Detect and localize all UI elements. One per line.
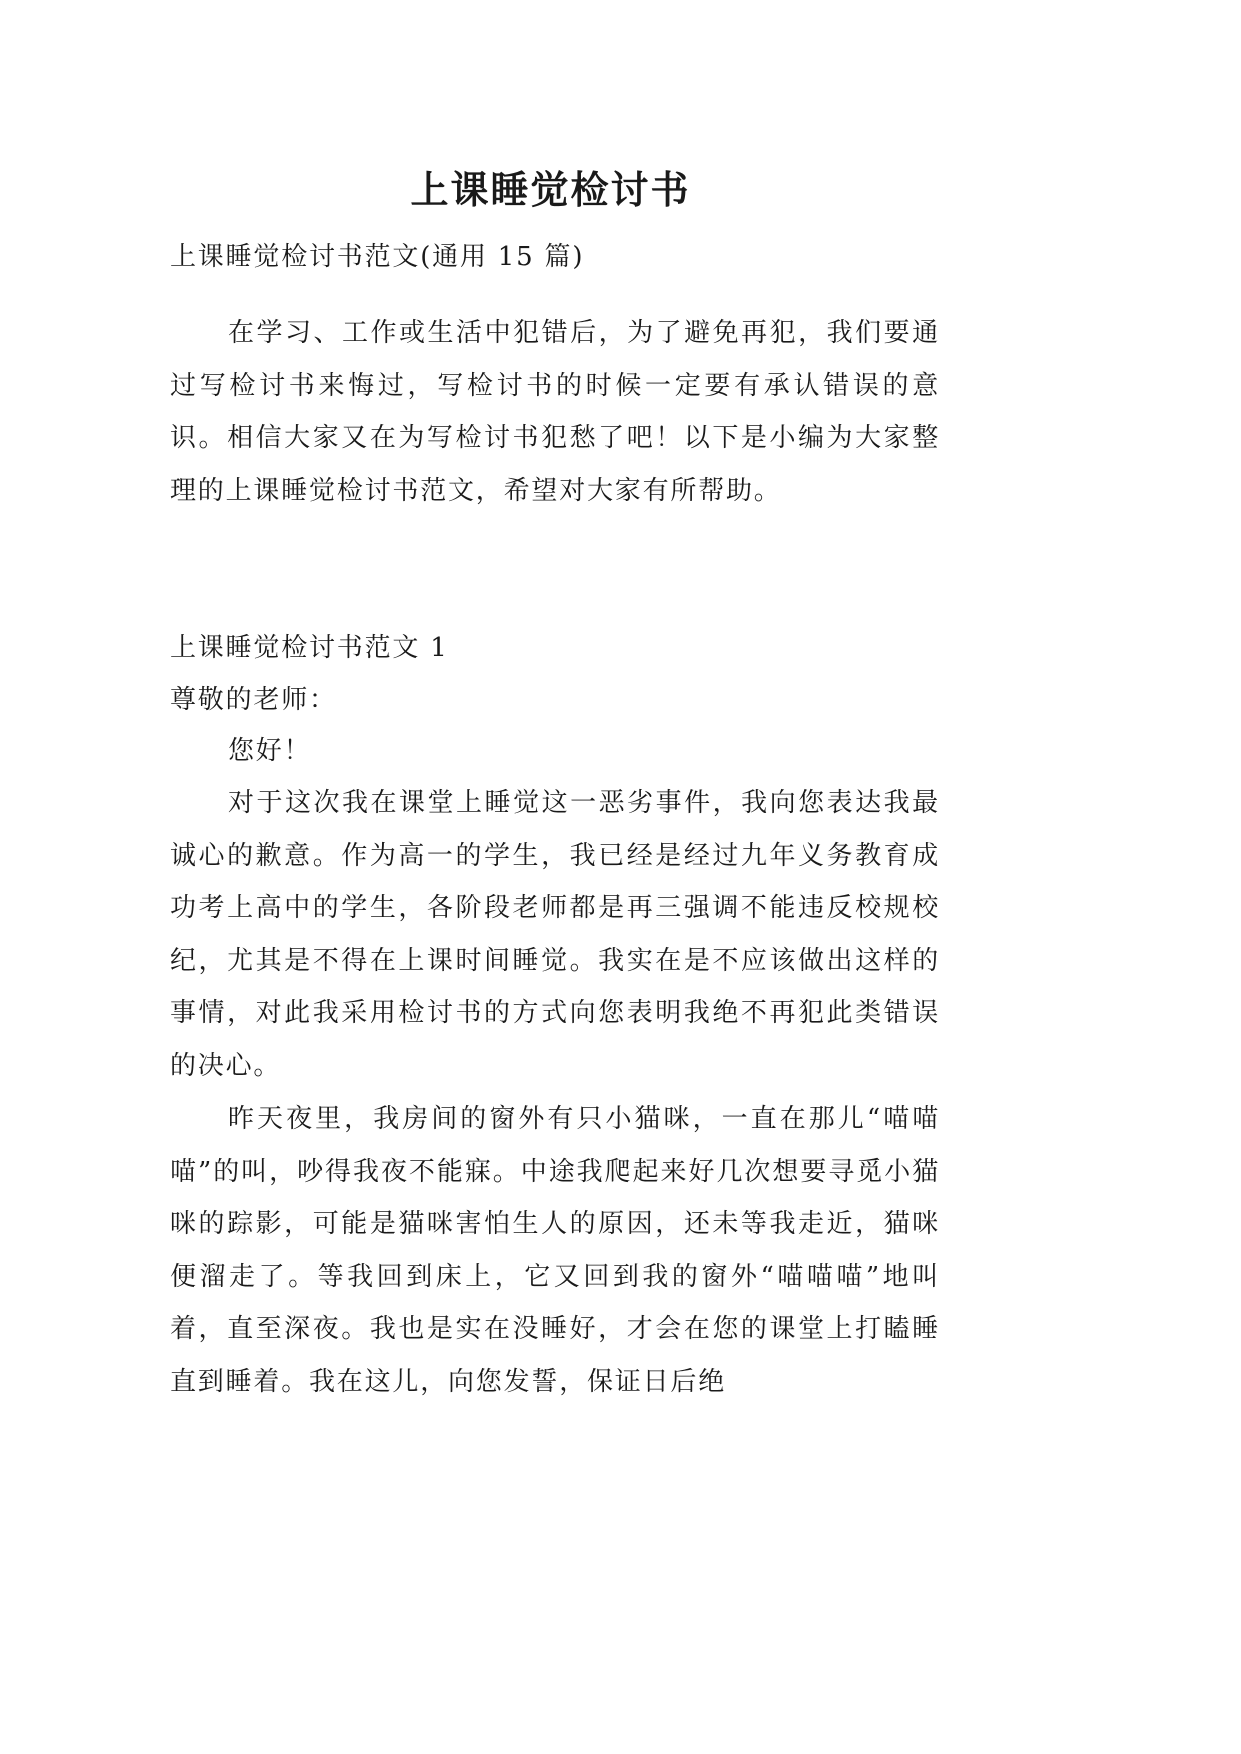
intro-paragraph: 在学习、工作或生活中犯错后，为了避免再犯，我们要通过写检讨书来悔过，写检讨书的时候一定要有承认错误的意识。相信大家又在为写检讨书犯愁了吧！以下是小编为大家整理的上课睡觉检讨书范文，希望对大家有所帮助。 [170,318,940,506]
section-heading: 上课睡觉检讨书范文 1 [170,633,449,663]
body-paragraph: 对于这次我在课堂上睡觉这一恶劣事件，我向您表达我最诚心的歉意。作为高一的学生，我已经是经过九年义务教育成功考上高中的学生，各阶段老师都是再三强调不能违反校规校纪，尤其是不得在上课时间睡觉。我实在是不应该做出这样的事情，对此我采用检讨书的方式向您表明我绝不再犯此类错误的决心。 [170,788,940,1081]
document-subtitle: 上课睡觉检讨书范文(通用 15 篇) [170,242,585,272]
greeting: 您好！ [228,736,312,766]
salutation: 尊敬的老师： [170,685,337,715]
body-paragraph: 昨天夜里，我房间的窗外有只小猫咪，一直在那儿“喵喵喵”的叫，吵得我夜不能寐。中途我爬起来好几次想要寻觅小猫咪的踪影，可能是猫咪害怕生人的原因，还未等我走近，猫咪便溜走了。等我回到床上，它又回到我的窗外“喵喵喵”地叫着，直至深夜。我也是实在没睡好，才会在您的课堂上打瞌睡直到睡着。我在这儿，向您发誓，保证日后绝 [170,1104,940,1397]
document-title: 上课睡觉检讨书 [410,167,691,213]
